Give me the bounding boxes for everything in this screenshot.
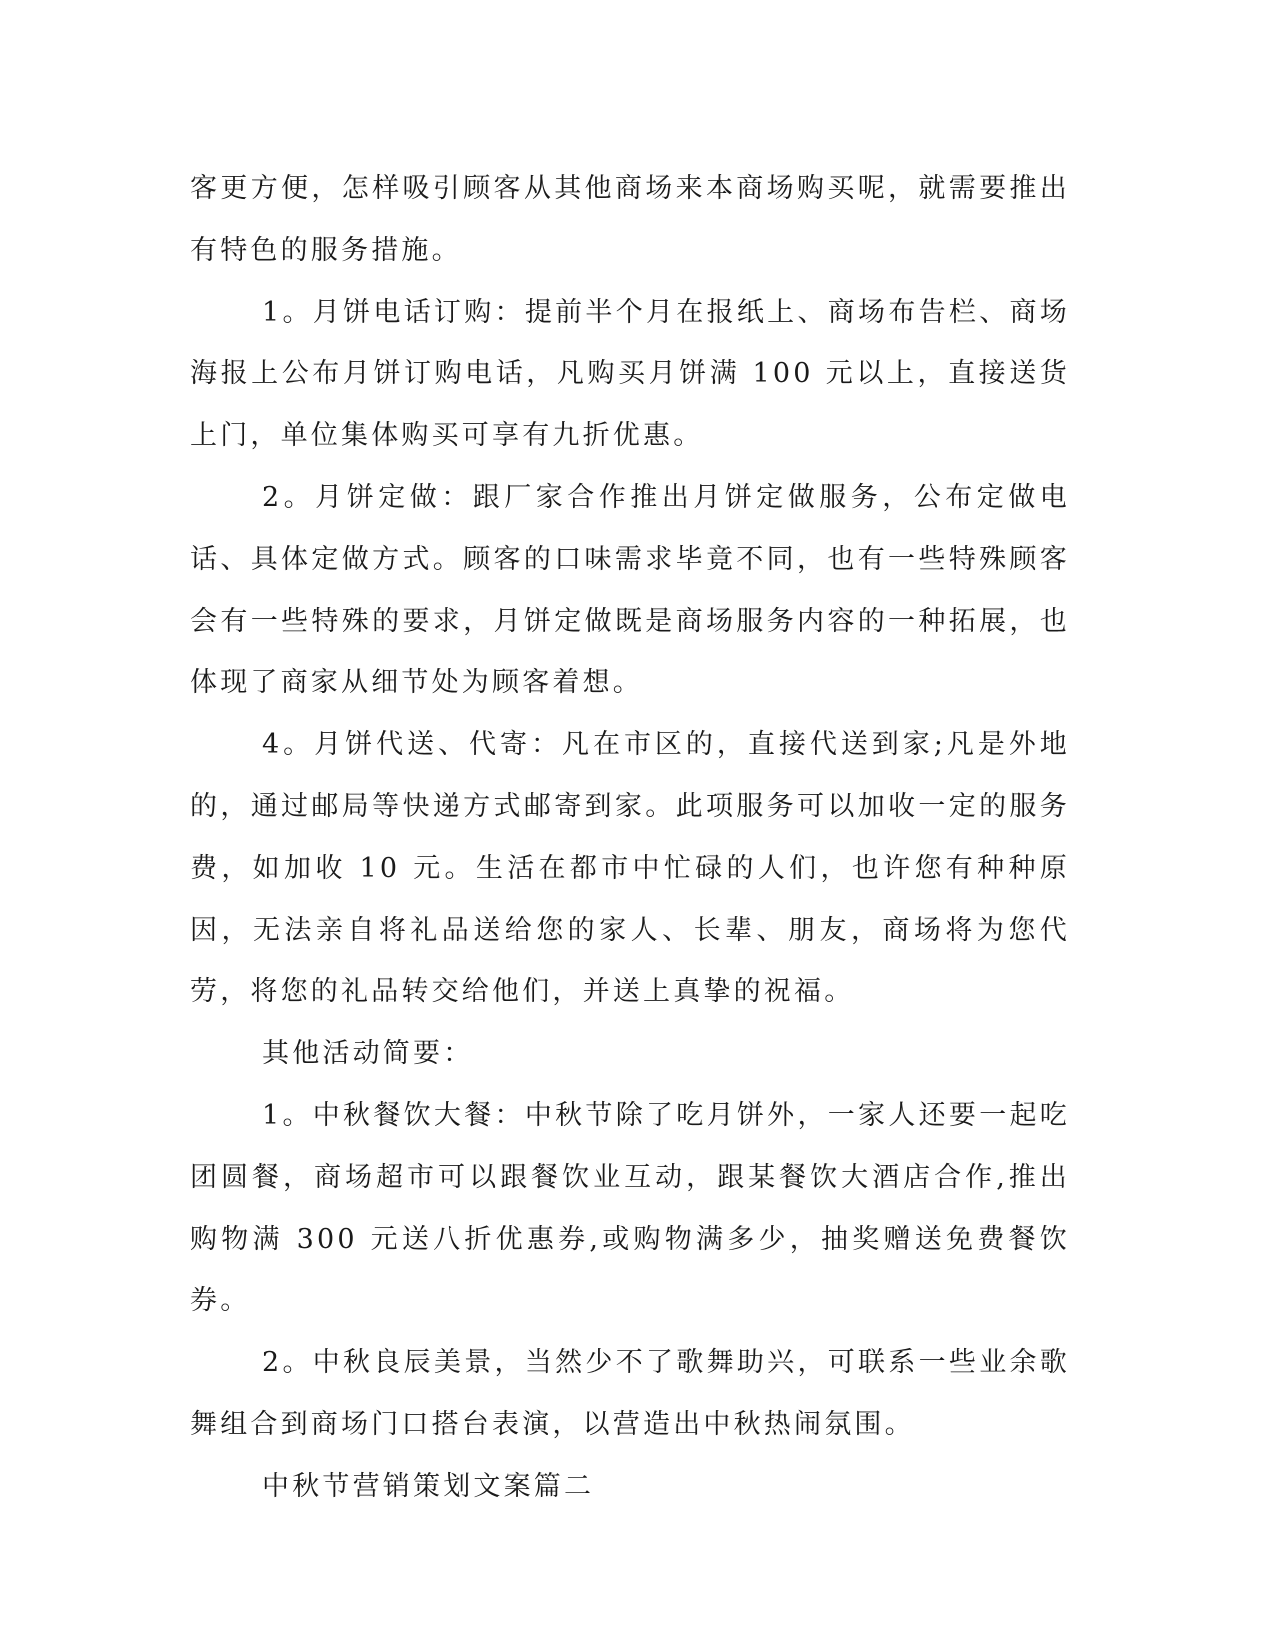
paragraph-performance: 2。中秋良辰美景，当然少不了歌舞助兴，可联系一些业余歌舞组合到商场门口搭台表演，以营造出中秋热闹氛围。 [190, 1347, 1070, 1440]
paragraph-phone-order: 1。月饼电话订购：提前半个月在报纸上、商场布告栏、商场海报上公布月饼订购电话，凡购买月饼满 100 元以上，直接送货上门，单位集体购买可享有九折优惠。 [190, 296, 1070, 452]
section-heading-part-two: 中秋节营销策划文案篇二 [262, 1470, 595, 1502]
paragraph-dining: 1。中秋餐饮大餐：中秋节除了吃月饼外，一家人还要一起吃团圆餐，商场超市可以跟餐饮业互动，跟某餐饮大酒店合作,推出购物满 300 元送八折优惠券,或购物满多少，抽奖赠送免费餐饮券。 [190, 1099, 1070, 1317]
paragraph-delivery: 4。月饼代送、代寄：凡在市区的，直接代送到家;凡是外地的，通过邮局等快递方式邮寄到家。此项服务可以加收一定的服务费，如加收 10 元。生活在都市中忙碌的人们，也许您有种种原因，无法亲自将礼品送给您的家人、长辈、朋友，商场将为您代劳，将您的礼品转交给他们，并送上真挚的祝福。 [190, 729, 1070, 1008]
paragraph-other-activities-heading: 其他活动简要： [262, 1038, 474, 1070]
paragraph-service-intro: 客更方便，怎样吸引顾客从其他商场来本商场购买呢，就需要推出有特色的服务措施。 [190, 173, 1070, 266]
document-body [190, 158, 1070, 1518]
paragraph-custom-order: 2。月饼定做：跟厂家合作推出月饼定做服务，公布定做电话、具体定做方式。顾客的口味需求毕竟不同，也有一些特殊顾客会有一些特殊的要求，月饼定做既是商场服务内容的一种拓展，也体现了商家从细节处为顾客着想。 [190, 481, 1070, 699]
